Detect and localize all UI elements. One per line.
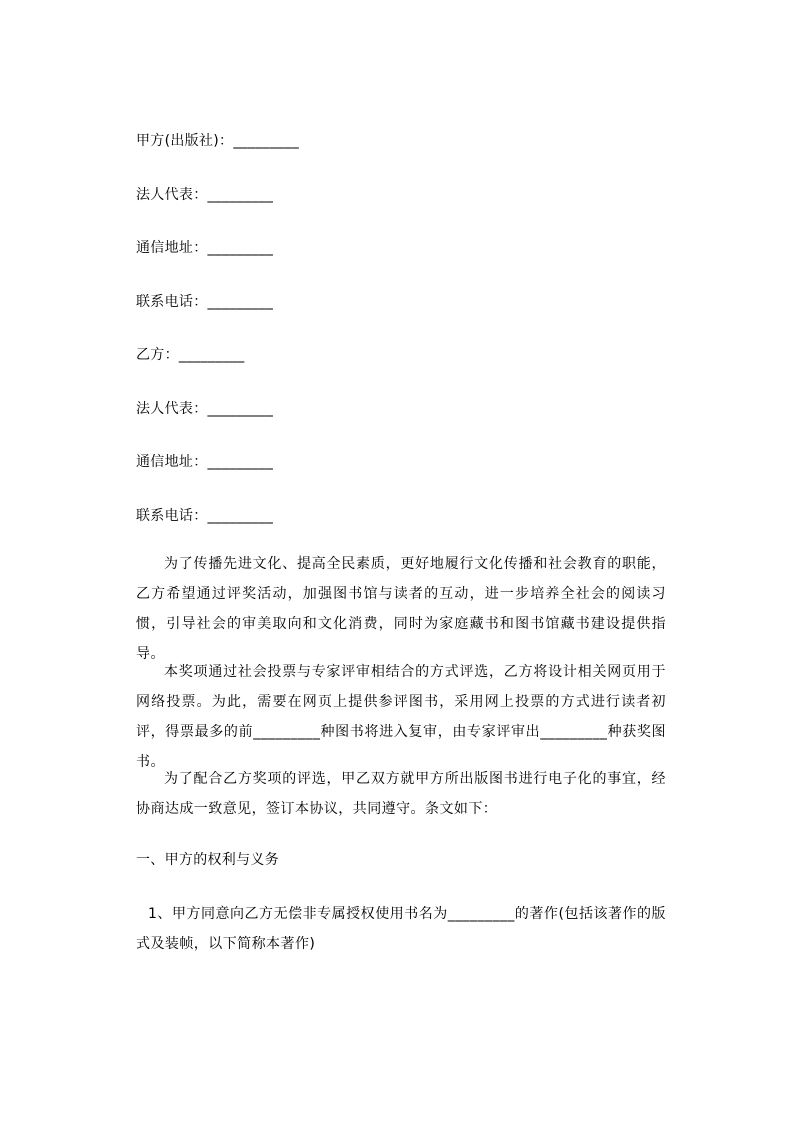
party-a-name-line: 甲方(出版社)：_________ [136, 133, 300, 149]
party-b-address-line: 通信地址：_________ [136, 454, 274, 470]
paragraph-voting: 本奖项通过社会投票与专家评审相结合的方式评选，乙方将设计相关网页用于网络投票。为此，需要在网页上提供参评图书，采用网上投票的方式进行读者初评，得票最多的前_________种图书将进入复审，由专家评审出_________种获奖图书。 [136, 664, 666, 770]
party-b-phone-line: 联系电话：_________ [136, 508, 274, 524]
clause-1: 1、甲方同意向乙方无偿非专属授权使用书名为_________的著作(包括该著作的版式及装帧，以下简称本著作) [136, 906, 666, 952]
section-heading-party-a-rights: 一、甲方的权利与义务 [136, 852, 279, 868]
party-a-address-line: 通信地址：_________ [136, 240, 274, 256]
party-b-representative-line: 法人代表：_________ [136, 401, 274, 417]
party-b-name-line: 乙方：_________ [136, 347, 245, 363]
paragraph-purpose: 为了传播先进文化、提高全民素质，更好地履行文化传播和社会教育的职能，乙方希望通过评奖活动，加强图书馆与读者的互动，进一步培养全社会的阅读习惯，引导社会的审美取向和文化消费，同时为家庭藏书和图书馆藏书建设提供指导。 [136, 556, 666, 662]
party-a-representative-line: 法人代表：_________ [136, 187, 274, 203]
party-a-phone-line: 联系电话：_________ [136, 294, 274, 310]
paragraph-agreement: 为了配合乙方奖项的评选，甲乙双方就甲方所出版图书进行电子化的事宜，经协商达成一致意见，签订本协议，共同遵守。条文如下： [136, 771, 666, 817]
